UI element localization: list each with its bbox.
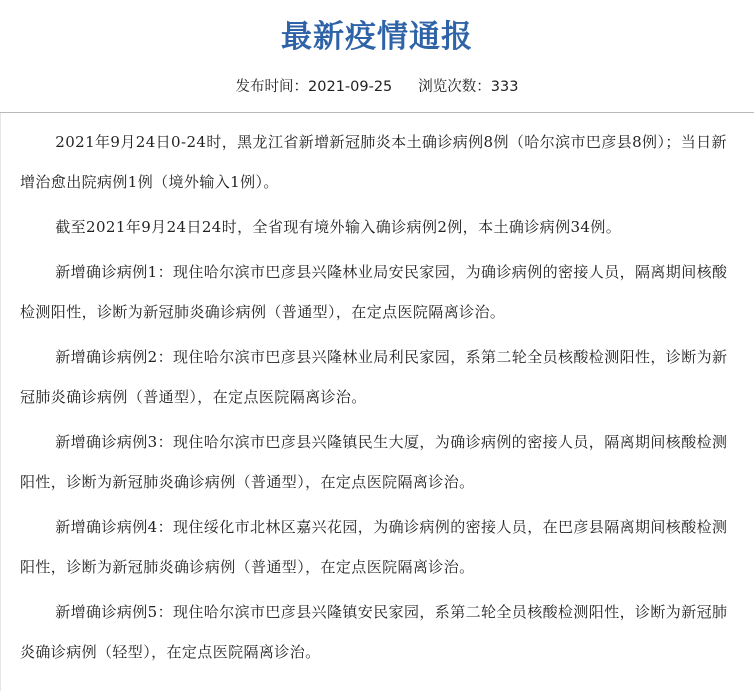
content-border [0,113,1,691]
paragraph-summary: 2021年9月24日0-24时，黑龙江省新增新冠肺炎本土确诊病例8例（哈尔滨市巴彦县8例）；当日新增治愈出院病例1例（境外输入1例）。 [20,133,727,191]
paragraph-case-1: 新增确诊病例1：现住哈尔滨市巴彦县兴隆林业局安民家园，为确诊病例的密接人员，隔离期间核酸检测阳性，诊断为新冠肺炎确诊病例（普通型），在定点医院隔离诊治。 [20,263,728,321]
views-label: 浏览次数： [418,79,491,95]
paragraph-case-2: 新增确诊病例2：现住哈尔滨市巴彦县兴隆林业局利民家园，系第二轮全员核酸检测阳性，诊断为新冠肺炎确诊病例（普通型），在定点医院隔离诊治。 [20,348,728,406]
paragraph-case-3: 新增确诊病例3：现住哈尔滨市巴彦县兴隆镇民生大厦，为确诊病例的密接人员，隔离期间核酸检测阳性，诊断为新冠肺炎确诊病例（普通型），在定点医院隔离诊治。 [20,433,728,491]
article-meta [0,77,754,97]
article-header [0,0,754,112]
publish-time-label: 发布时间： [235,79,309,95]
paragraph-totals: 截至2021年9月24日24时，全省现有境外输入确诊病例2例，本土确诊病例34例。 [55,218,622,236]
paragraph-case-5: 新增确诊病例5：现住哈尔滨市巴彦县兴隆镇安民家园，系第二轮全员核酸检测阳性，诊断为新冠肺炎确诊病例（轻型），在定点医院隔离诊治。 [20,603,728,661]
article-body [20,122,740,677]
views-count: 333 [490,79,519,95]
paragraph-case-4: 新增确诊病例4：现住绥化市北林区嘉兴花园，为确诊病例的密接人员，在巴彦县隔离期间核酸检测阳性，诊断为新冠肺炎确诊病例（普通型），在定点医院隔离诊治。 [20,518,728,576]
page-title: 最新疫情通报 [281,19,473,55]
publish-date: 2021-09-25 [308,79,393,95]
header-divider [0,112,754,113]
